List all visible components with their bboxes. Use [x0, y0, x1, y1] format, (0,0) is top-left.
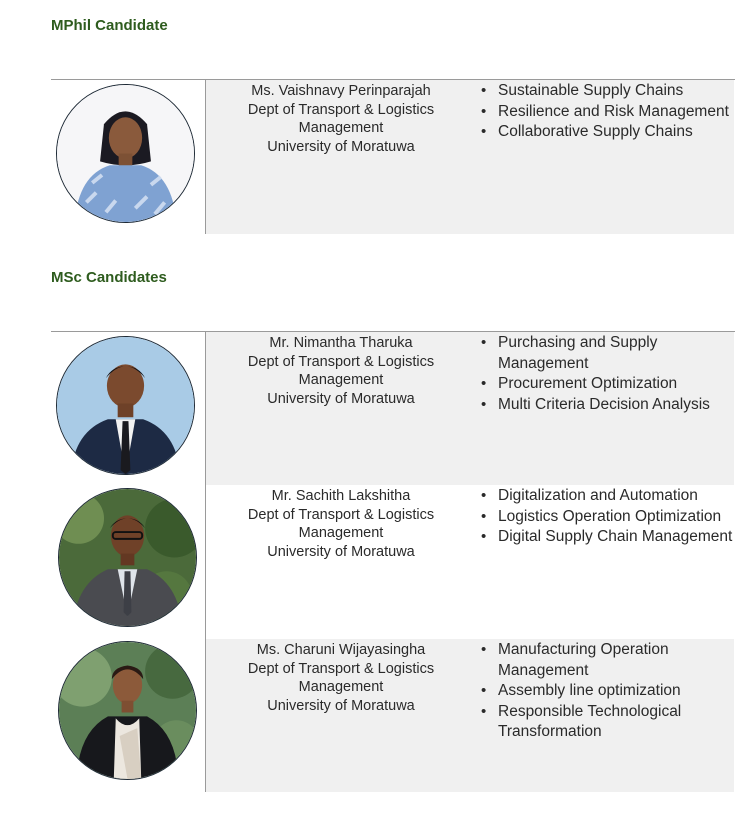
candidate-name: Mr. Nimantha Tharuka	[269, 335, 413, 351]
candidate-university: University of Moratuwa	[267, 543, 415, 560]
candidate-info	[206, 639, 476, 792]
candidate-university: University of Moratuwa	[267, 390, 415, 407]
avatar	[56, 336, 195, 475]
candidate-dept-cont: Management	[298, 372, 384, 388]
candidate-name: Ms. Vaishnavy Perinparajah	[251, 83, 431, 99]
photo-cell	[51, 332, 206, 485]
research-topics	[476, 332, 734, 485]
topic-item: • Resilience and Risk Management	[476, 102, 734, 123]
msc-table	[51, 331, 735, 792]
candidate-info	[206, 332, 476, 485]
topic-item: • Assembly line optimization	[476, 681, 734, 702]
candidate-dept: Dept of Transport & Logistics	[247, 506, 435, 523]
topic-item: • Responsible Technological Transformation	[476, 702, 734, 743]
photo-cell	[51, 80, 206, 234]
topic-item: • Multi Criteria Decision Analysis	[476, 395, 734, 416]
candidate-row	[51, 485, 735, 639]
candidate-row	[51, 80, 735, 234]
portrait-photo-icon	[57, 85, 194, 222]
topic-item: • Procurement Optimization	[476, 374, 734, 395]
candidate-dept-cont: Management	[298, 679, 384, 695]
topic-item: • Logistics Operation Optimization	[476, 507, 734, 528]
candidate-name: Ms. Charuni Wijayasingha	[256, 642, 426, 658]
candidate-dept-cont: Management	[298, 120, 384, 136]
section-heading-msc: MSc Candidates	[51, 269, 167, 286]
candidate-dept: Dept of Transport & Logistics	[247, 101, 435, 118]
portrait-photo-icon	[57, 337, 194, 474]
photo-cell	[51, 639, 206, 792]
topic-item: • Manufacturing Operation Management	[476, 640, 734, 681]
candidate-university: University of Moratuwa	[267, 138, 415, 155]
topic-item: • Sustainable Supply Chains	[476, 81, 734, 102]
photo-cell	[51, 485, 206, 639]
candidate-name: Mr. Sachith Lakshitha	[271, 488, 411, 504]
mphil-table	[51, 79, 735, 234]
topic-item: • Digital Supply Chain Management	[476, 527, 734, 548]
portrait-photo-icon	[59, 642, 196, 779]
candidate-info	[206, 485, 476, 639]
portrait-photo-icon	[59, 489, 196, 626]
topic-item: • Collaborative Supply Chains	[476, 122, 734, 143]
candidate-dept: Dept of Transport & Logistics	[247, 660, 435, 677]
topic-item: • Digitalization and Automation	[476, 486, 734, 507]
candidate-row	[51, 639, 735, 792]
avatar	[56, 84, 195, 223]
candidate-row	[51, 332, 735, 485]
candidate-dept-cont: Management	[298, 525, 384, 541]
candidate-university: University of Moratuwa	[267, 697, 415, 714]
candidate-dept: Dept of Transport & Logistics	[247, 353, 435, 370]
section-heading-mphil: MPhil Candidate	[51, 17, 168, 34]
avatar	[58, 641, 197, 780]
candidate-info	[206, 80, 476, 234]
topic-item: • Purchasing and Supply Management	[476, 333, 734, 374]
avatar	[58, 488, 197, 627]
research-topics	[476, 485, 734, 639]
research-topics	[476, 80, 734, 234]
research-topics	[476, 639, 734, 792]
